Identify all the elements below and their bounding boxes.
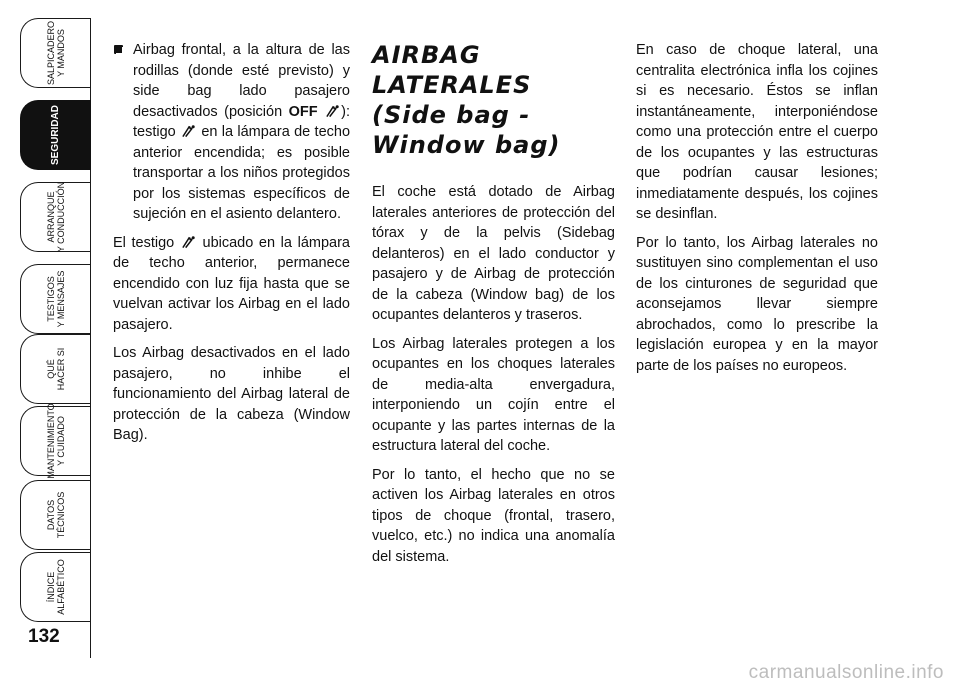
text-column-2 [372, 40, 615, 575]
paragraph: En caso de choque lateral, una centralita electrónica infla los cojines si es necesario. Éstos se inflan instantáneamente, interponiéndose como una protección entre el cuerpo de los ocupantes y las estructuras que podrían causar lesiones; inmediatamente después, los cojines se desinflan. [636, 42, 878, 222]
paragraph: El coche está dotado de Airbag laterales anteriores de protección del tórax y de la pelvis (Sidebag delanteros) en el lado conductor y pasajero y de Airbag de protección de la cabeza (Window bag) de los ocupantes delanteros y traseros. [372, 184, 615, 323]
bullet-text: en la lámpara de techo anterior encendida; es posible transportar a los niños protegidos por los sistemas específicos de sujeción en el asiento delantero. [133, 124, 351, 222]
paragraph-text: ubicado en la lámpara de techo anterior, permanece encendido con luz fija hasta que se vuelvan activar los Airbag en el lado pasajero. [113, 234, 350, 333]
tab-label: TESTIGOS Y MENSAJES [45, 270, 66, 328]
tab-seguridad[interactable] [20, 100, 91, 170]
bullet-item [113, 40, 350, 225]
paragraph-text: El testigo [113, 234, 180, 251]
tab-arranque[interactable] [20, 182, 90, 252]
tab-label: QUÉ HACER SI [45, 347, 66, 391]
bullet-text: Airbag frontal, a la altura de las rodillas (donde esté previsto) y side bag lado pasajero desactivados (posición [133, 42, 350, 120]
text-column-3 [636, 40, 878, 384]
off-label: OFF [288, 103, 318, 120]
tab-label: SALPICADERO Y MANDOS [45, 20, 66, 86]
tab-label: ARRANQUE Y CONDUCCIÓN [45, 181, 66, 253]
bullet-text: ): testigo [133, 103, 350, 140]
airbag-off-warning-icon [325, 104, 340, 118]
tab-que-hacer[interactable] [20, 334, 90, 404]
heading-line: Window bag) [372, 131, 561, 159]
tab-mantenimiento[interactable] [20, 403, 90, 479]
paragraph: Por lo tanto, el hecho que no se activen los Airbag laterales en otros tipos de choque (frontal, trasero, vuelco, etc.) no indica una anomalía del sistema. [372, 466, 615, 565]
paragraph: Por lo tanto, los Airbag laterales no sustituyen sino complementan el uso de los cinturones de seguridad que aconsejamos llevar siempre abrochados, como lo prescribe la legislación europea y en la mayor parte de los países no europeos. [636, 234, 878, 374]
checkbox-bullet-icon [114, 45, 123, 54]
site-watermark: carmanualsonline.info [748, 662, 944, 683]
tab-label: ÍNDICE ALFABÉTICO [45, 559, 66, 615]
page-number: 132 [28, 626, 60, 647]
section-heading [372, 40, 615, 160]
text-column-1 [113, 40, 350, 454]
tab-salpicadero[interactable] [20, 18, 90, 88]
tab-label: SEGURIDAD [50, 104, 61, 166]
tab-datos[interactable] [20, 480, 90, 550]
heading-line: AIRBAG LATERALES [372, 41, 532, 99]
airbag-off-warning-icon [181, 124, 196, 138]
heading-line: (Side bag - [372, 101, 531, 129]
tab-indice[interactable] [20, 552, 90, 622]
airbag-off-warning-icon [181, 235, 196, 249]
tab-testigos[interactable] [20, 264, 90, 334]
tab-label: DATOS TÉCNICOS [45, 491, 66, 539]
tab-label: MANTENIMIENTO Y CUIDADO [45, 403, 66, 479]
chapter-tabs [0, 0, 100, 692]
paragraph [113, 233, 350, 336]
paragraph: Los Airbag laterales protegen a los ocupantes en los choques laterales de media-alta envergadura, interponiendo un cojín entre el ocupante y las partes internas de la estructura lateral del coche. [372, 335, 615, 454]
paragraph: Los Airbag desactivados en el lado pasajero, no inhibe el funcionamiento del Airbag lateral de protección de la cabeza (Window Bag). [113, 345, 350, 443]
